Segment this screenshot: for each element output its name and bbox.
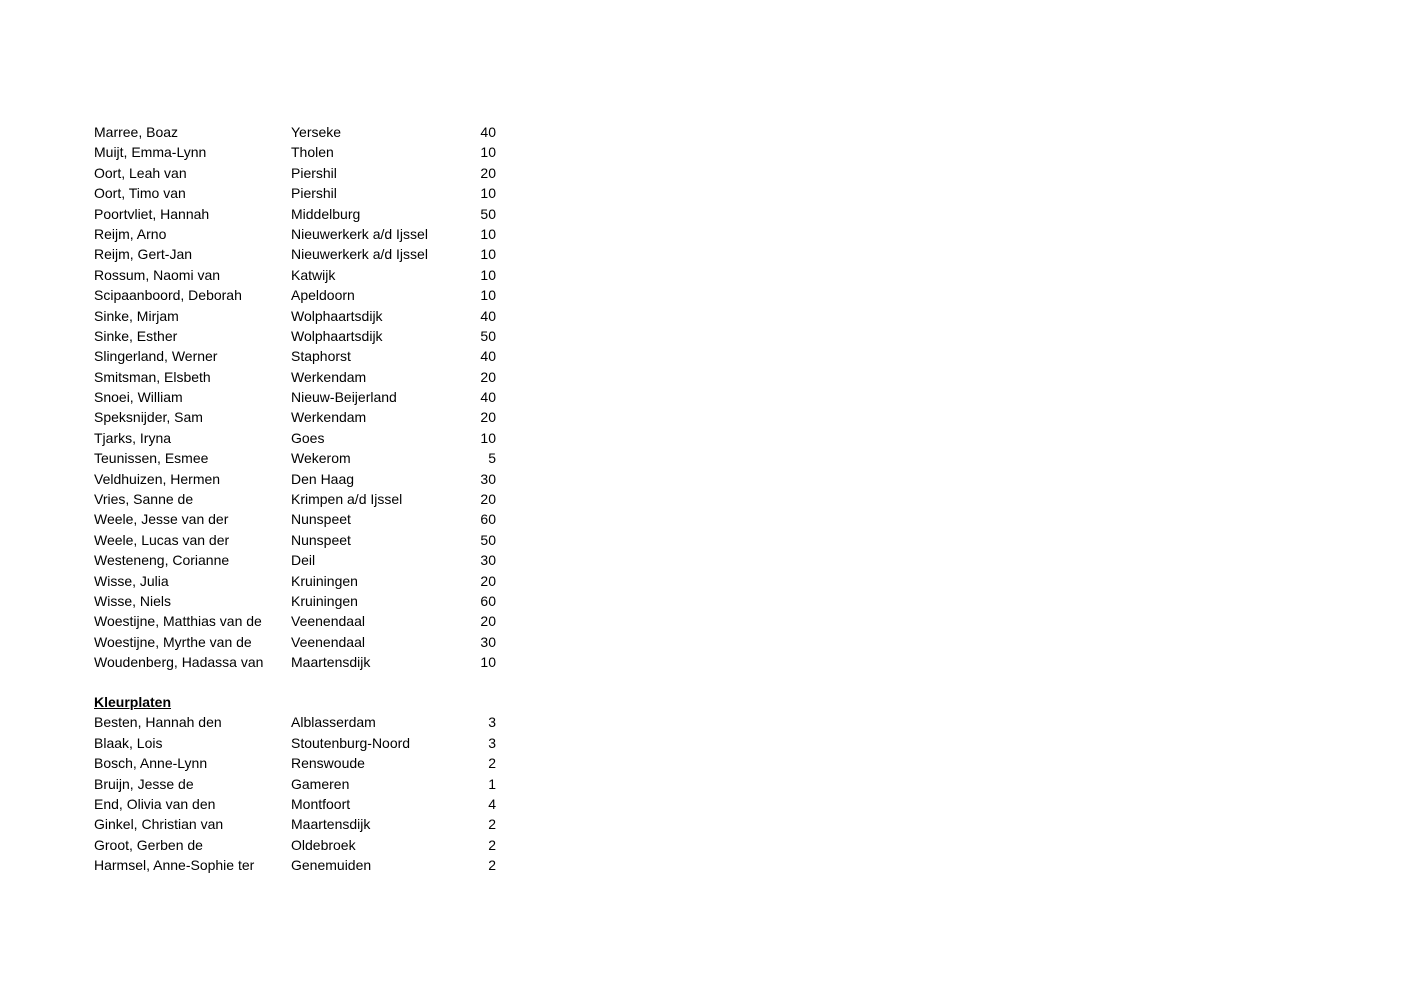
entry-count: 10	[480, 144, 496, 161]
entry-place: Krimpen a/d Ijssel	[291, 491, 403, 508]
entry-place: Deil	[291, 552, 316, 569]
entry-count: 60	[480, 592, 496, 609]
entry-count: 30	[480, 552, 496, 569]
entry-count: 3	[488, 734, 496, 751]
entry-place: Middelburg	[291, 205, 361, 222]
entry-count: 60	[480, 511, 496, 528]
entry-count: 2	[488, 755, 496, 772]
entry-place: Nieuwerkerk a/d Ijssel	[291, 246, 428, 263]
entry-name: Reijm, Gert-Jan	[94, 246, 193, 263]
entry-count: 20	[480, 164, 496, 181]
entry-place: Goes	[291, 429, 325, 446]
entry-place: Den Haag	[291, 470, 355, 487]
entry-name: Oort, Timo van	[94, 185, 186, 202]
entry-name: Wisse, Julia	[94, 572, 169, 589]
entry-place: Werkendam	[291, 409, 367, 426]
list-item	[94, 204, 514, 224]
entry-name: Wisse, Niels	[94, 592, 172, 609]
entry-place: Yerseke	[291, 124, 342, 140]
entry-count: 50	[480, 327, 496, 344]
entry-count: 3	[488, 714, 496, 731]
entry-name: Weele, Lucas van der	[94, 531, 230, 548]
entry-count: 10	[480, 654, 496, 671]
entry-count: 10	[480, 287, 496, 304]
entry-place: Montfoort	[291, 795, 351, 812]
list-item	[94, 407, 514, 427]
entry-place: Werkendam	[291, 368, 367, 385]
list-item	[94, 855, 514, 875]
entries-list	[94, 122, 514, 673]
list-item	[94, 265, 514, 285]
entry-name: Woestijne, Myrthe van de	[94, 633, 252, 650]
entry-name: Harmsel, Anne-Sophie ter	[94, 857, 255, 874]
list-item	[94, 306, 514, 326]
entry-name: Westeneng, Corianne	[94, 552, 230, 569]
entry-count: 20	[480, 409, 496, 426]
entry-name: Slingerland, Werner	[94, 348, 218, 365]
entry-count: 10	[480, 266, 496, 283]
entry-name: Blaak, Lois	[94, 734, 163, 751]
entry-count: 2	[488, 836, 496, 853]
entry-name: Poortvliet, Hannah	[94, 205, 210, 222]
entry-name: Sinke, Mirjam	[94, 307, 179, 324]
entry-place: Oldebroek	[291, 836, 356, 853]
entry-name: Groot, Gerben de	[94, 836, 203, 853]
entry-count: 50	[480, 531, 496, 548]
list-item	[94, 183, 514, 203]
entry-count: 1	[488, 775, 496, 792]
entry-place: Maartensdijk	[291, 654, 371, 671]
list-item	[94, 712, 514, 732]
entry-name: Reijm, Arno	[94, 225, 167, 242]
list-item	[94, 367, 514, 387]
entry-place: Katwijk	[291, 266, 336, 283]
entry-place: Wolphaartsdijk	[291, 327, 383, 344]
list-item	[94, 509, 514, 529]
list-item	[94, 163, 514, 183]
entry-place: Tholen	[291, 144, 334, 161]
entry-name: Bruijn, Jesse de	[94, 775, 194, 792]
entry-count: 20	[480, 572, 496, 589]
list-item	[94, 733, 514, 753]
entry-place: Genemuiden	[291, 857, 372, 874]
list-item	[94, 244, 514, 264]
entry-place: Veenendaal	[291, 613, 365, 630]
entry-name: End, Olivia van den	[94, 795, 216, 812]
entry-count: 4	[488, 795, 496, 812]
entry-count: 40	[480, 124, 496, 140]
entry-name: Sinke, Esther	[94, 327, 178, 344]
entry-count: 20	[480, 368, 496, 385]
list-item	[94, 550, 514, 570]
list-item	[94, 571, 514, 591]
list-item	[94, 469, 514, 489]
list-item	[94, 428, 514, 448]
list-item	[94, 142, 514, 162]
entry-count: 10	[480, 246, 496, 263]
entry-name: Muijt, Emma-Lynn	[94, 144, 207, 161]
entry-place: Maartensdijk	[291, 816, 371, 833]
entry-place: Wekerom	[291, 450, 351, 467]
entry-count: 2	[488, 816, 496, 833]
list-item	[94, 489, 514, 509]
list-item	[94, 835, 514, 855]
entry-place: Stoutenburg-Noord	[291, 734, 411, 751]
entry-count: 10	[480, 185, 496, 202]
entry-place: Piershil	[291, 164, 337, 181]
entry-name: Vries, Sanne de	[94, 491, 194, 508]
entry-name: Veldhuizen, Hermen	[94, 470, 221, 487]
list-item	[94, 814, 514, 834]
entry-count: 5	[488, 450, 496, 467]
entry-name: Woestijne, Matthias van de	[94, 613, 262, 630]
entry-count: 40	[480, 307, 496, 324]
entry-place: Wolphaartsdijk	[291, 307, 383, 324]
entry-place: Alblasserdam	[291, 714, 376, 731]
list-item	[94, 530, 514, 550]
entry-place: Gameren	[291, 775, 350, 792]
entry-name: Ginkel, Christian van	[94, 816, 224, 833]
entry-count: 20	[480, 491, 496, 508]
list-item	[94, 611, 514, 631]
kleurplaten-section	[94, 692, 514, 876]
entry-count: 10	[480, 225, 496, 242]
entry-place: Apeldoorn	[291, 287, 355, 304]
list-item	[94, 652, 514, 672]
list-item	[94, 632, 514, 652]
list-item	[94, 448, 514, 468]
entry-count: 50	[480, 205, 496, 222]
entry-name: Oort, Leah van	[94, 164, 187, 181]
entry-place: Staphorst	[291, 348, 351, 365]
entry-name: Woudenberg, Hadassa van	[94, 654, 264, 671]
entry-name: Bosch, Anne-Lynn	[94, 755, 208, 772]
entry-place: Kruiningen	[291, 572, 358, 589]
entry-name: Teunissen, Esmee	[94, 450, 209, 467]
entry-place: Nunspeet	[291, 531, 351, 548]
entry-name: Besten, Hannah den	[94, 714, 222, 731]
entry-place: Nieuw-Beijerland	[291, 389, 397, 406]
list-item	[94, 346, 514, 366]
entry-name: Snoei, William	[94, 389, 183, 406]
entry-count: 40	[480, 348, 496, 365]
list-item	[94, 591, 514, 611]
list-item	[94, 774, 514, 794]
entry-count: 30	[480, 633, 496, 650]
entry-name: Scipaanboord, Deborah	[94, 287, 242, 304]
entry-place: Nunspeet	[291, 511, 351, 528]
entry-count: 10	[480, 429, 496, 446]
entry-place: Veenendaal	[291, 633, 365, 650]
entry-name: Weele, Jesse van der	[94, 511, 229, 528]
entry-place: Piershil	[291, 185, 337, 202]
entry-place: Kruiningen	[291, 592, 358, 609]
entry-place: Renswoude	[291, 755, 365, 772]
section-heading: Kleurplaten	[94, 694, 172, 710]
list-item	[94, 794, 514, 814]
entry-name: Rossum, Naomi van	[94, 266, 221, 283]
list-item	[94, 387, 514, 407]
entry-count: 20	[480, 613, 496, 630]
entry-name: Speksnijder, Sam	[94, 409, 203, 426]
list-item	[94, 753, 514, 773]
entry-count: 30	[480, 470, 496, 487]
list-item	[94, 326, 514, 346]
entry-name: Tjarks, Iryna	[94, 429, 172, 446]
list-item	[94, 285, 514, 305]
entry-count: 2	[488, 857, 496, 874]
entry-name: Smitsman, Elsbeth	[94, 368, 211, 385]
entry-name: Marree, Boaz	[94, 124, 179, 140]
list-item	[94, 122, 514, 142]
list-item	[94, 224, 514, 244]
entry-count: 40	[480, 389, 496, 406]
entry-place: Nieuwerkerk a/d Ijssel	[291, 225, 428, 242]
